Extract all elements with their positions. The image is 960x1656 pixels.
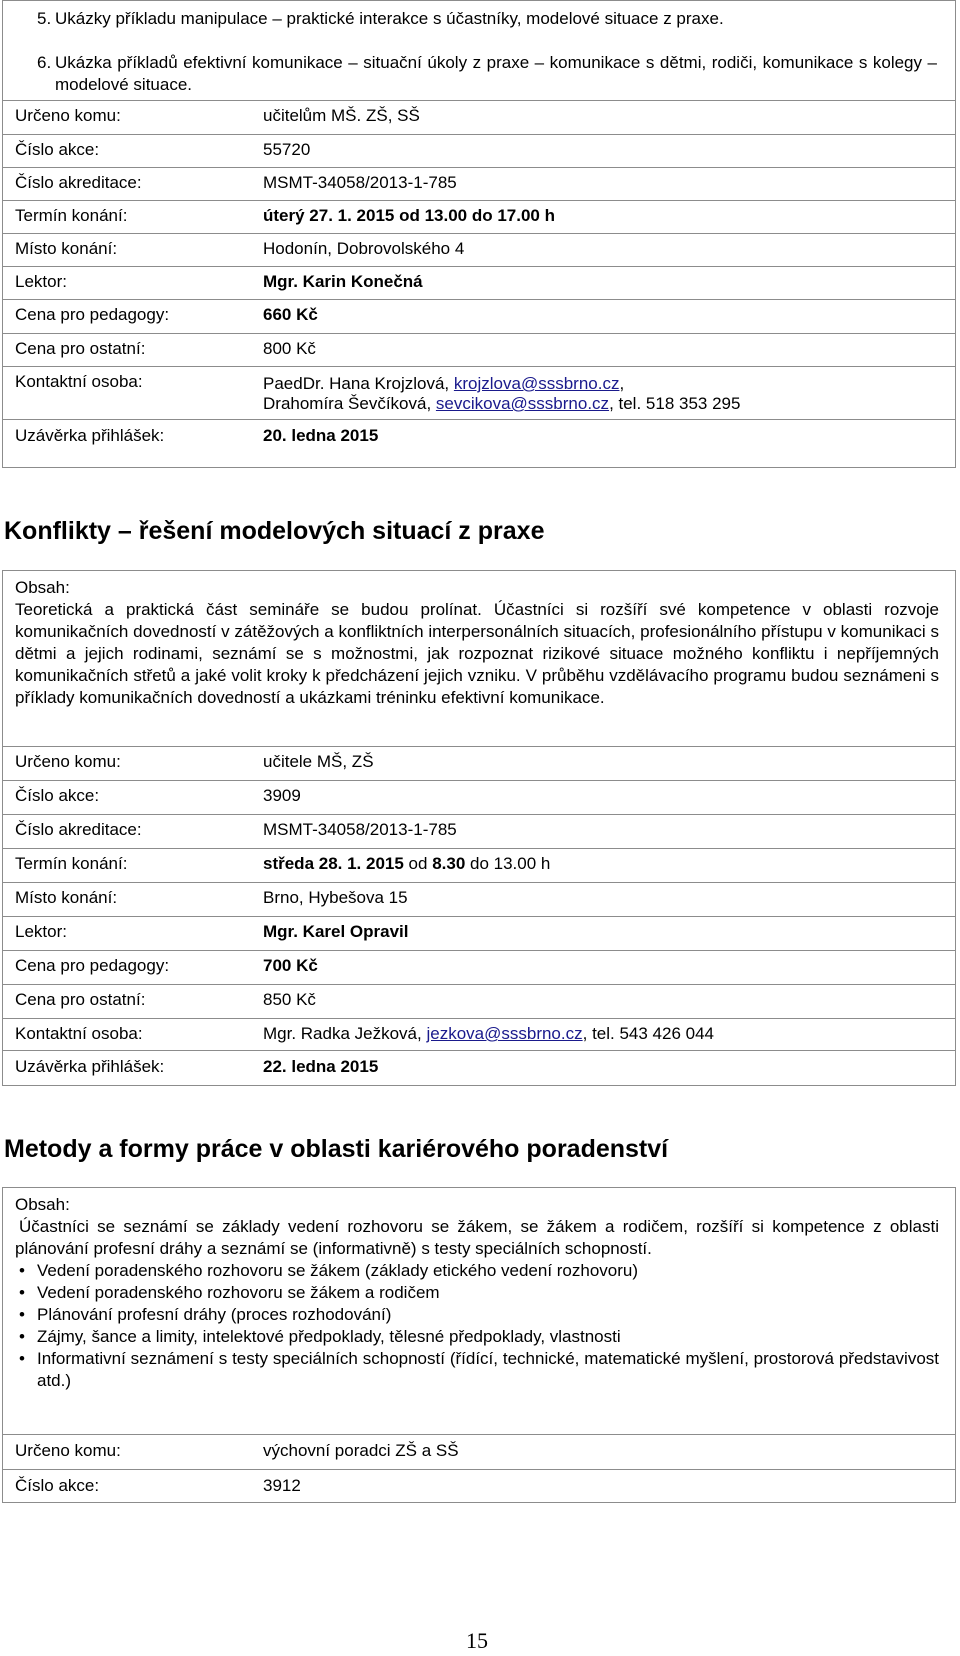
page-number: 15 bbox=[466, 1628, 488, 1653]
field-value: výchovní poradci ZŠ a SŠ bbox=[263, 1441, 459, 1460]
divider bbox=[3, 916, 955, 917]
field-label: Kontaktní osoba: bbox=[15, 1024, 143, 1043]
contact-email-link[interactable]: krojzlova@sssbrno.cz bbox=[453, 374, 620, 393]
divider bbox=[3, 882, 955, 883]
divider bbox=[3, 366, 955, 367]
field-label: Termín konání: bbox=[15, 206, 128, 225]
contact-name: Mgr. Radka Ježková, bbox=[263, 1024, 427, 1043]
divider bbox=[3, 984, 955, 985]
obsah-text: Účastníci se seznámí se základy vedení rozhovoru se žákem, se žákem a rodičem, rozšíří si kompetence z oblasti plánování profesní dráhy a seznámí se (informativně) s testy speciálních schopností. bbox=[15, 1217, 939, 1258]
bullet-item: • Zájmy, šance a limity, intelektové předpoklady, tělesné předpoklady, vlastnosti bbox=[15, 1326, 939, 1348]
obsah-text: Teoretická a praktická část semináře se budou prolínat. Účastníci si rozšíří své kompetence v oblasti rozvoje komunikačních dovedností v zátěžových a konfliktních interpersonálních situacích, profesionálního přístupu v komunikaci s dětmi a jejich rodinami, seznámí se s možnostmi, jak rozpoznat rizikové situace možného konfliktu i nepříjemných komunikačních střetů a jaké volit kroky k předcházení jejich vzniku. V průběhu vzdělávacího programu budou seznámeni s příklady komunikačních dovedností a ukázkami tréninku efektivní komunikace. bbox=[15, 600, 939, 707]
field-value: 3912 bbox=[263, 1476, 301, 1495]
field-value: Brno, Hybešova 15 bbox=[263, 888, 408, 907]
divider bbox=[3, 1018, 955, 1019]
divider bbox=[3, 266, 955, 267]
bullet-item: • Vedení poradenského rozhovoru se žákem a rodičem bbox=[15, 1282, 939, 1304]
field-value: Mgr. Karel Opravil bbox=[263, 922, 409, 941]
topic-bullet-list bbox=[15, 1260, 939, 1392]
contact-phone: , tel. 543 426 044 bbox=[582, 1024, 715, 1043]
field-label: Číslo akce: bbox=[15, 140, 100, 159]
obsah-label: Obsah: bbox=[15, 578, 70, 597]
divider bbox=[3, 299, 955, 300]
contact-name: Drahomíra Ševčíková, bbox=[263, 394, 436, 413]
field-label: Určeno komu: bbox=[15, 752, 121, 771]
topic-number: 5. bbox=[37, 9, 52, 28]
bullet-item: • Informativní seznámení s testy speciálních schopností (řídící, technické, matematické myšlení, prostorová představivost atd.) bbox=[15, 1348, 939, 1392]
field-value: 3909 bbox=[263, 786, 301, 805]
contact-email-link[interactable]: sevcikova@sssbrno.cz bbox=[435, 394, 610, 413]
termin-od: od bbox=[403, 854, 433, 873]
topic-text: Ukázka příkladů efektivní komunikace – situační úkoly z praxe – komunikace s dětmi, rodiči, komunikace s kolegy – modelové situace. bbox=[55, 53, 937, 94]
field-value: 700 Kč bbox=[263, 956, 318, 975]
divider bbox=[3, 134, 955, 135]
topic-text: Ukázky příkladu manipulace – praktické interakce s účastníky, modelové situace z praxe. bbox=[55, 9, 724, 28]
contact-email-link[interactable]: jezkova@sssbrno.cz bbox=[426, 1024, 583, 1043]
field-label: Kontaktní osoba: bbox=[15, 372, 143, 391]
field-label: Cena pro ostatní: bbox=[15, 339, 146, 358]
topic-number: 6. bbox=[37, 53, 52, 72]
field-label: Lektor: bbox=[15, 272, 67, 291]
topic-item bbox=[37, 52, 937, 96]
course-box-2 bbox=[2, 570, 956, 1051]
bullet-item: • Plánování profesní dráhy (proces rozhodování) bbox=[15, 1304, 939, 1326]
bullet-item: • Vedení poradenského rozhovoru se žákem (základy etického vedení rozhovoru) bbox=[15, 1260, 939, 1282]
field-label: Číslo akce: bbox=[15, 786, 100, 805]
termin-start: 8.30 bbox=[432, 854, 466, 873]
course-box-3 bbox=[2, 1187, 956, 1503]
field-value: učitele MŠ, ZŠ bbox=[263, 752, 374, 771]
field-label: Číslo akreditace: bbox=[15, 173, 142, 192]
course-box-2-deadline bbox=[2, 1050, 956, 1086]
divider bbox=[3, 848, 955, 849]
topic-item bbox=[37, 8, 937, 30]
field-value: 660 Kč bbox=[263, 305, 318, 324]
termin-date: středa 28. 1. 2015 bbox=[263, 854, 404, 873]
field-value: 800 Kč bbox=[263, 339, 316, 358]
obsah-block bbox=[3, 1194, 955, 1392]
field-value: MSMT-34058/2013-1-785 bbox=[263, 820, 457, 839]
field-label: Cena pro pedagogy: bbox=[15, 305, 170, 324]
field-value bbox=[263, 1024, 714, 1044]
field-label: Cena pro ostatní: bbox=[15, 990, 146, 1009]
field-value: 55720 bbox=[263, 140, 311, 159]
course-title: Konflikty – řešení modelových situací z praxe bbox=[4, 517, 545, 545]
divider bbox=[3, 200, 955, 201]
field-value bbox=[263, 374, 740, 414]
obsah-block bbox=[3, 577, 955, 709]
field-label: Uzávěrka přihlášek: bbox=[15, 1057, 165, 1076]
divider bbox=[3, 333, 955, 334]
divider bbox=[3, 167, 955, 168]
field-value bbox=[263, 854, 550, 874]
contact-phone: , tel. 518 353 295 bbox=[609, 394, 741, 413]
divider bbox=[3, 814, 955, 815]
divider bbox=[3, 1434, 955, 1435]
field-label: Určeno komu: bbox=[15, 1441, 121, 1460]
divider bbox=[3, 1469, 955, 1470]
field-label: Místo konání: bbox=[15, 888, 118, 907]
field-value: Mgr. Karin Konečná bbox=[263, 272, 423, 291]
field-label: Místo konání: bbox=[15, 239, 118, 258]
course-box-1 bbox=[2, 0, 956, 468]
divider bbox=[3, 746, 955, 747]
divider bbox=[3, 100, 955, 101]
course-title: Metody a formy práce v oblasti kariérového poradenství bbox=[4, 1135, 669, 1163]
field-value: Hodonín, Dobrovolského 4 bbox=[263, 239, 465, 258]
field-label: Číslo akce: bbox=[15, 1476, 100, 1495]
field-label: Cena pro pedagogy: bbox=[15, 956, 170, 975]
termin-end: do 13.00 h bbox=[465, 854, 551, 873]
field-label: Číslo akreditace: bbox=[15, 820, 142, 839]
contact-separator: , bbox=[619, 374, 625, 393]
divider bbox=[3, 950, 955, 951]
field-value: 20. ledna 2015 bbox=[263, 426, 379, 445]
field-value: 22. ledna 2015 bbox=[263, 1057, 379, 1076]
field-value: 850 Kč bbox=[263, 990, 316, 1009]
field-label: Lektor: bbox=[15, 922, 67, 941]
field-label: Uzávěrka přihlášek: bbox=[15, 426, 165, 445]
field-value: úterý 27. 1. 2015 od 13.00 do 17.00 h bbox=[263, 206, 555, 225]
divider bbox=[3, 780, 955, 781]
field-value: MSMT-34058/2013-1-785 bbox=[263, 173, 457, 192]
field-label: Termín konání: bbox=[15, 854, 128, 873]
divider bbox=[3, 233, 955, 234]
field-label: Určeno komu: bbox=[15, 106, 121, 125]
contact-name: PaedDr. Hana Krojzlová, bbox=[263, 374, 454, 393]
obsah-label: Obsah: bbox=[15, 1195, 70, 1214]
divider bbox=[3, 419, 955, 420]
field-value: učitelům MŠ. ZŠ, SŠ bbox=[263, 106, 420, 125]
